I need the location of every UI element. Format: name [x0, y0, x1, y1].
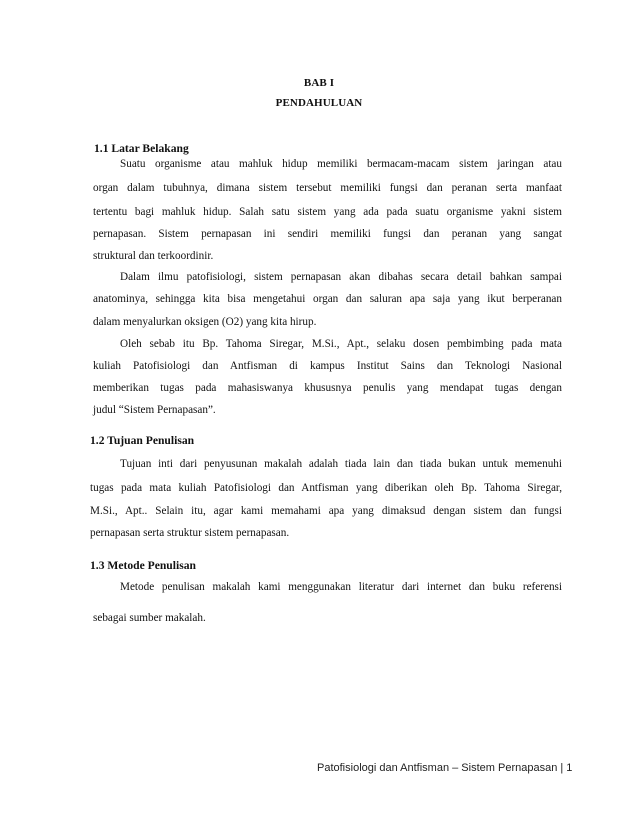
- paragraph-line: tertentu bagi mahluk hidup. Salah satu sistem yang ada pada suatu organisme yakni sistem: [93, 206, 562, 218]
- page-footer: Patofisiologi dan Antfisman – Sistem Pernapasan | 1: [317, 762, 573, 774]
- paragraph-line: pernapasan serta struktur sistem pernapasan.: [90, 527, 290, 539]
- section-heading-tujuan-penulisan: 1.2 Tujuan Penulisan: [90, 434, 195, 447]
- paragraph-line: Tujuan inti dari penyusunan makalah adalah tiada lain dan tiada bukan untuk memenuhi: [120, 458, 562, 470]
- paragraph-line: Suatu organisme atau mahluk hidup memiliki bermacam-macam sistem jaringan atau: [120, 158, 562, 170]
- paragraph-line: organ dalam tubuhnya, dimana sistem tersebut memiliki fungsi dan peranan serta manfaat: [93, 182, 562, 194]
- paragraph-line: M.Si., Apt.. Selain itu, agar kami memahami apa yang dimaksud dengan sistem dan fungsi: [90, 505, 562, 517]
- chapter-title: PENDAHULUAN: [275, 97, 363, 109]
- section-heading-latar-belakang: 1.1 Latar Belakang: [94, 142, 189, 155]
- paragraph-line: tugas pada mata kuliah Patofisiologi dan Antfisman yang diberikan oleh Bp. Tahoma Siregar,: [90, 482, 562, 494]
- paragraph-line: Oleh sebab itu Bp. Tahoma Siregar, M.Si., Apt., selaku dosen pembimbing pada mata: [120, 338, 562, 350]
- paragraph-line: pernapasan. Sistem pernapasan ini sendiri memiliki fungsi dan peranan yang sangat: [93, 228, 562, 240]
- paragraph-line: anatominya, sehingga kita bisa mengetahui organ dan saluran apa saja yang ikut berperanan: [93, 293, 562, 305]
- section-heading-metode-penulisan: 1.3 Metode Penulisan: [90, 559, 196, 572]
- chapter-number: BAB I: [303, 77, 335, 89]
- paragraph-line: Metode penulisan makalah kami menggunakan literatur dari internet dan buku referensi: [120, 581, 562, 593]
- paragraph-line: judul “Sistem Pernapasan”.: [93, 404, 216, 416]
- paragraph-line: sebagai sumber makalah.: [93, 612, 206, 624]
- paragraph-line: dalam menyalurkan oksigen (O2) yang kita hirup.: [93, 316, 317, 328]
- paragraph-line: Dalam ilmu patofisiologi, sistem pernapasan akan dibahas secara detail bahkan sampai: [120, 271, 562, 283]
- paragraph-line: struktural dan terkoordinir.: [93, 250, 214, 262]
- paragraph-line: kuliah Patofisiologi dan Antfisman di kampus Institut Sains dan Teknologi Nasional: [93, 360, 562, 372]
- paragraph-line: memberikan tugas pada mahasiswanya khususnya penulis yang mendapat tugas dengan: [93, 382, 562, 394]
